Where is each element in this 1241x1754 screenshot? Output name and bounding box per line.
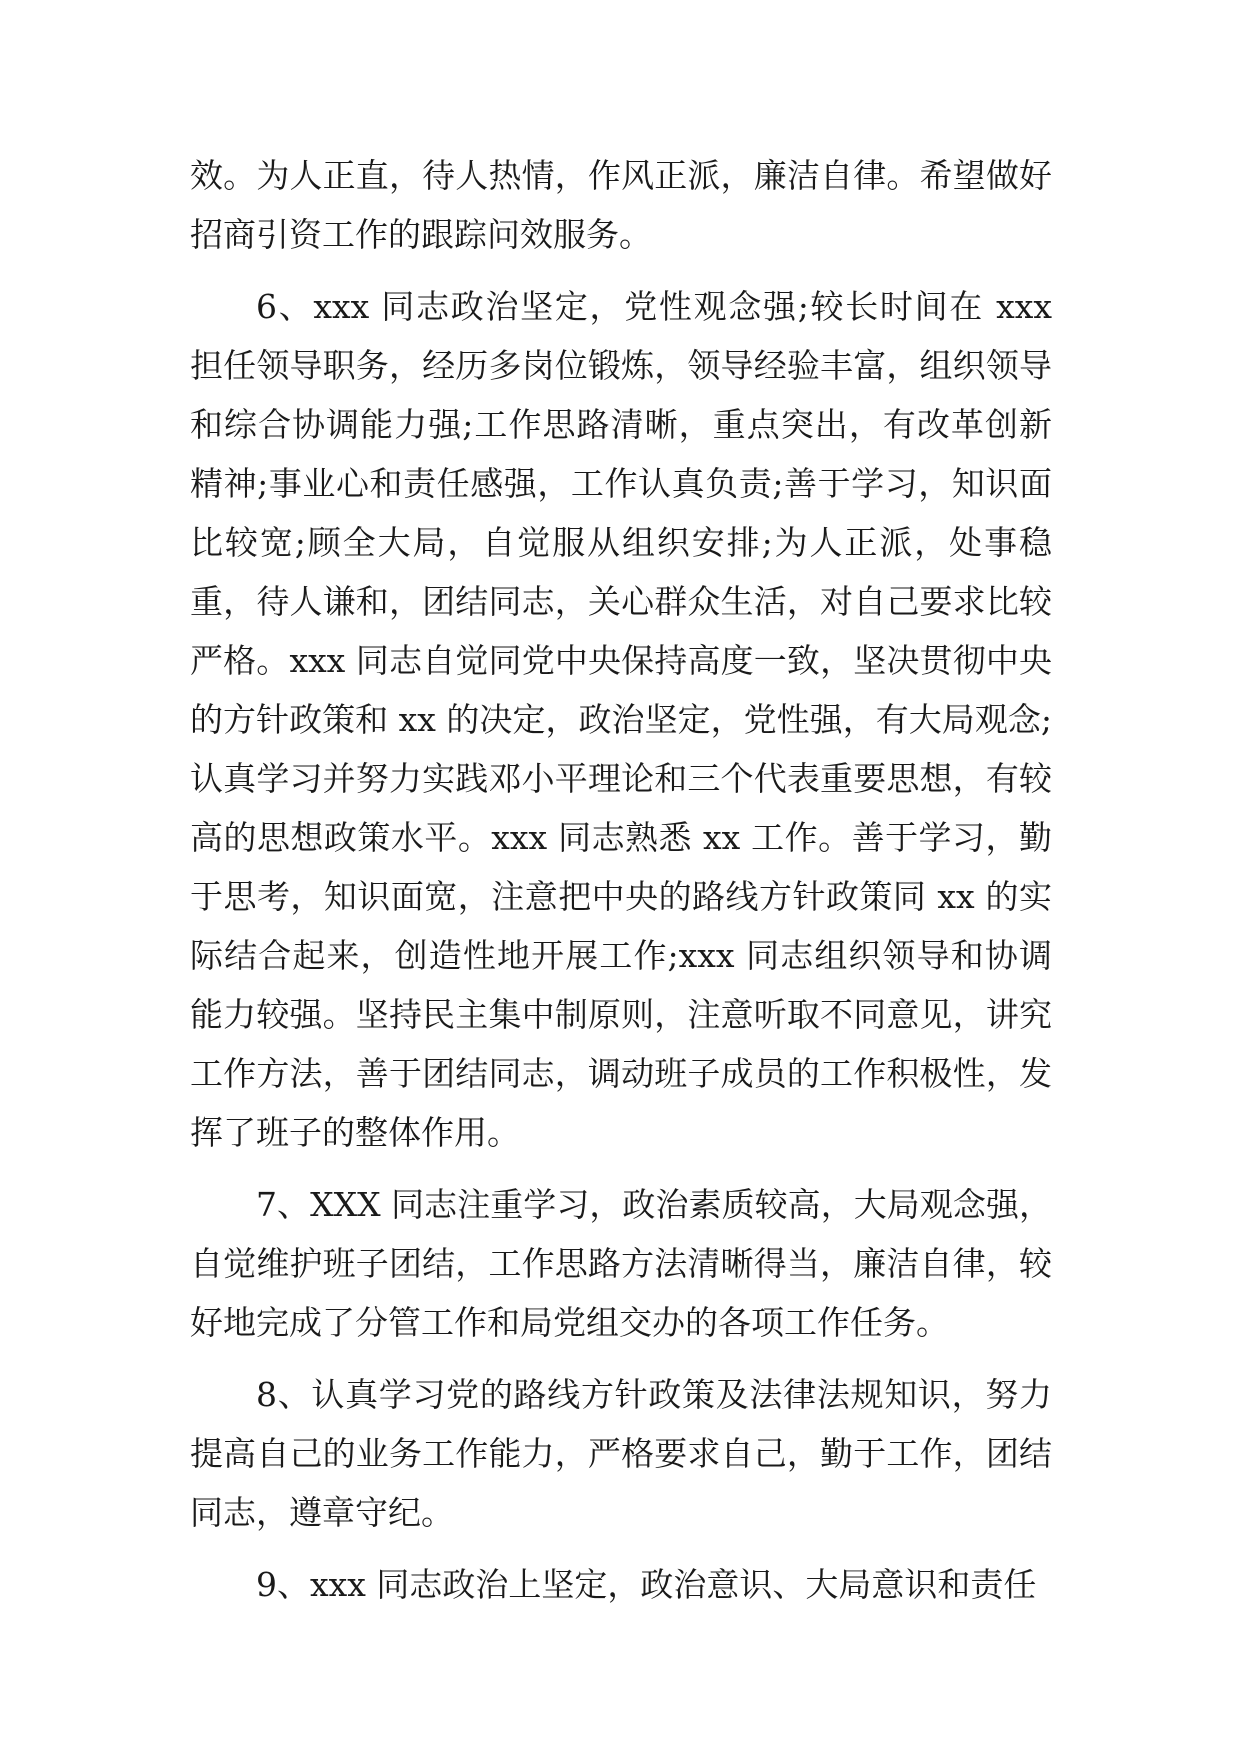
paragraph-item-9: 9、xxx 同志政治上坚定，政治意识、大局意识和责任 — [256, 1565, 1037, 1604]
document-body — [190, 146, 1052, 1614]
paragraph-item-7: 7、XXX 同志注重学习，政治素质较高，大局观念强，自觉维护班子团结，工作思路方法清晰得当，廉洁自律，较好地完成了分管工作和局党组交办的各项工作任务。 — [190, 1185, 1052, 1342]
paragraph-item-6: 6、xxx 同志政治坚定，党性观念强;较长时间在 xxx 担任领导职务，经历多岗位锻炼，领导经验丰富，组织领导和综合协调能力强;工作思路清晰，重点突出，有改革创新精神;事业心和责任感强，工作认真负责;善于学习，知识面比较宽;顾全大局，自觉服从组织安排;为人正派，处事稳重，待人谦和，团结同志，关心群众生活，对自己要求比较严格。xxx 同志自觉同党中央保持高度一致，坚决贯彻中央的方针政策和 xx 的决定，政治坚定，党性强，有大局观念;认真学习并努力实践邓小平理论和三个代表重要思想，有较高的思想政策水平。xxx 同志熟悉 xx 工作。善于学习，勤于思考，知识面宽，注意把中央的路线方针政策同 xx 的实际结合起来，创造性地开展工作;xxx 同志组织领导和协调能力较强。坚持民主集中制原则，注意听取不同意见，讲究工作方法，善于团结同志，调动班子成员的工作积极性，发挥了班子的整体作用。 — [190, 287, 1052, 1152]
paragraph-continuation: 效。为人正直，待人热情，作风正派，廉洁自律。希望做好招商引资工作的跟踪问效服务。 — [190, 156, 1052, 254]
paragraph-item-8: 8、认真学习党的路线方针政策及法律法规知识，努力提高自己的业务工作能力，严格要求自己，勤于工作，团结同志，遵章守纪。 — [190, 1375, 1052, 1532]
